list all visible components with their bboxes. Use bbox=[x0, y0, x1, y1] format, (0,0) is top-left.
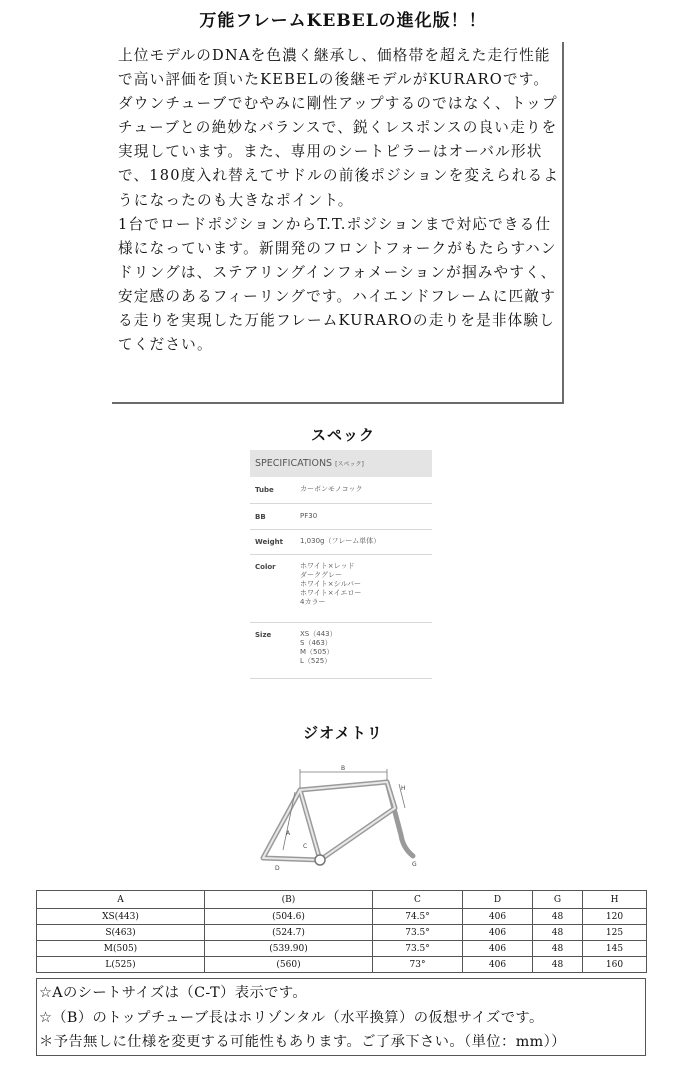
spec-header bbox=[250, 450, 432, 477]
page-title: 万能フレームKEBELの進化版！！ bbox=[199, 11, 487, 31]
intro-paragraph-3: 1台でロードポジションからT.T.ポジションまで対応できる仕様になっています。新開発のフロントフォークがもたらすハンドリングは、ステアリングインフォメーションが掴みやすく、安定感のあるフィーリングです。ハイエンドフレームに匹敵する走りを実現した万能フレームKURAROの走りを是非体験してください。 bbox=[118, 215, 557, 354]
diagram-label-a: A bbox=[286, 830, 291, 837]
geometry-diagram bbox=[255, 760, 435, 880]
table-cell: 160 bbox=[583, 957, 647, 973]
table-cell: 406 bbox=[463, 925, 533, 941]
spec-label: Color bbox=[255, 563, 276, 571]
spec-row-color bbox=[250, 555, 432, 623]
note-disclaimer: ＊予告無しに仕様を変更する可能性もあります。ご了承下さい。（単位：mm）） bbox=[39, 1034, 566, 1050]
table-header-cell: H bbox=[583, 891, 647, 909]
spec-row-bb bbox=[250, 504, 432, 530]
spec-header-title: SPECIFICATIONS bbox=[255, 458, 333, 469]
diagram-label-g: G bbox=[412, 861, 417, 868]
table-header-row bbox=[37, 891, 647, 909]
table-cell: 406 bbox=[463, 957, 533, 973]
table-cell: L(525) bbox=[37, 957, 205, 973]
spec-label: BB bbox=[255, 513, 266, 521]
spec-value: S（463） bbox=[300, 639, 332, 647]
spec-card bbox=[250, 450, 432, 680]
spec-value: 4カラー bbox=[300, 598, 326, 606]
note-seat-size: ☆Aのシートサイズは（C-T）表示です。 bbox=[39, 985, 308, 1001]
table-header-cell: C bbox=[373, 891, 463, 909]
table-cell: 120 bbox=[583, 909, 647, 925]
table-cell: 406 bbox=[463, 909, 533, 925]
table-cell: 145 bbox=[583, 941, 647, 957]
table-row bbox=[37, 957, 647, 973]
spec-value: ホワイト×イエロー bbox=[300, 589, 362, 597]
table-cell: 73.5° bbox=[373, 941, 463, 957]
notes-box bbox=[36, 978, 646, 1056]
table-cell: S(463) bbox=[37, 925, 205, 941]
diagram-label-d: D bbox=[275, 865, 280, 872]
table-header-cell: A bbox=[37, 891, 205, 909]
spec-header-sub: [スペック] bbox=[335, 461, 364, 468]
table-row bbox=[37, 925, 647, 941]
table-cell: 125 bbox=[583, 925, 647, 941]
spec-value: M（505） bbox=[300, 648, 334, 656]
table-cell: 48 bbox=[533, 941, 583, 957]
spec-row-tube bbox=[250, 477, 432, 504]
intro-paragraph-1: 上位モデルのDNAを色濃く継承し、価格帯を超えた走行性能で高い評価を頂いたKEBELの後継モデルがKURAROです。 bbox=[118, 47, 551, 89]
spec-value: PF30 bbox=[300, 512, 318, 520]
spec-heading: スペック bbox=[310, 426, 375, 444]
table-cell: (539.90) bbox=[205, 941, 373, 957]
spec-label: Weight bbox=[255, 538, 283, 546]
diagram-label-b: B bbox=[341, 765, 346, 772]
table-cell: (560) bbox=[205, 957, 373, 973]
note-top-tube: ☆（B）のトップチューブ長はホリゾンタル（水平換算）の仮想サイズです。 bbox=[39, 1009, 544, 1026]
table-row bbox=[37, 941, 647, 957]
spec-value: ダークグレー bbox=[300, 571, 342, 579]
geometry-heading: ジオメトリ bbox=[303, 724, 383, 742]
table-cell: (524.7) bbox=[205, 925, 373, 941]
spec-row-size bbox=[250, 623, 432, 679]
spec-value: L（525） bbox=[300, 657, 332, 665]
table-cell: M(505) bbox=[37, 941, 205, 957]
spec-value: XS（443） bbox=[300, 630, 337, 638]
geometry-table bbox=[36, 890, 647, 973]
diagram-label-c: C bbox=[303, 843, 308, 850]
table-header-cell: (B) bbox=[205, 891, 373, 909]
diagram-label-h: H bbox=[401, 785, 406, 792]
spec-value: ホワイト×レッド bbox=[300, 562, 355, 570]
spec-label: Tube bbox=[255, 486, 274, 494]
table-cell: 48 bbox=[533, 909, 583, 925]
bottom-bracket-icon bbox=[315, 855, 325, 865]
table-cell: 73° bbox=[373, 957, 463, 973]
table-cell: 74.5° bbox=[373, 909, 463, 925]
table-cell: 48 bbox=[533, 925, 583, 941]
spec-value: カーボンモノコック bbox=[300, 485, 363, 493]
frame-inner bbox=[263, 782, 395, 860]
table-cell: 48 bbox=[533, 957, 583, 973]
table-row bbox=[37, 909, 647, 925]
spec-label: Size bbox=[255, 631, 272, 639]
table-cell: XS(443) bbox=[37, 909, 205, 925]
intro-paragraph-2: ダウンチューブでむやみに剛性アップするのではなく、トップチューブとの絶妙なバランスで、鋭くレスポンスの良い走りを実現しています。また、専用のシートピラーはオーバル形状で、180度入れ替えてサドルの前後ポジションを変えられるようになったのも大きなポイント。 bbox=[118, 95, 560, 209]
table-cell: 73.5° bbox=[373, 925, 463, 941]
spec-row-weight bbox=[250, 530, 432, 555]
intro-text bbox=[118, 44, 564, 357]
spec-value: ホワイト×シルバー bbox=[300, 580, 361, 588]
spec-value: 1,030g（フレーム単体） bbox=[300, 537, 381, 545]
table-header-cell: G bbox=[533, 891, 583, 909]
table-cell: (504.6) bbox=[205, 909, 373, 925]
table-cell: 406 bbox=[463, 941, 533, 957]
table-header-cell: D bbox=[463, 891, 533, 909]
